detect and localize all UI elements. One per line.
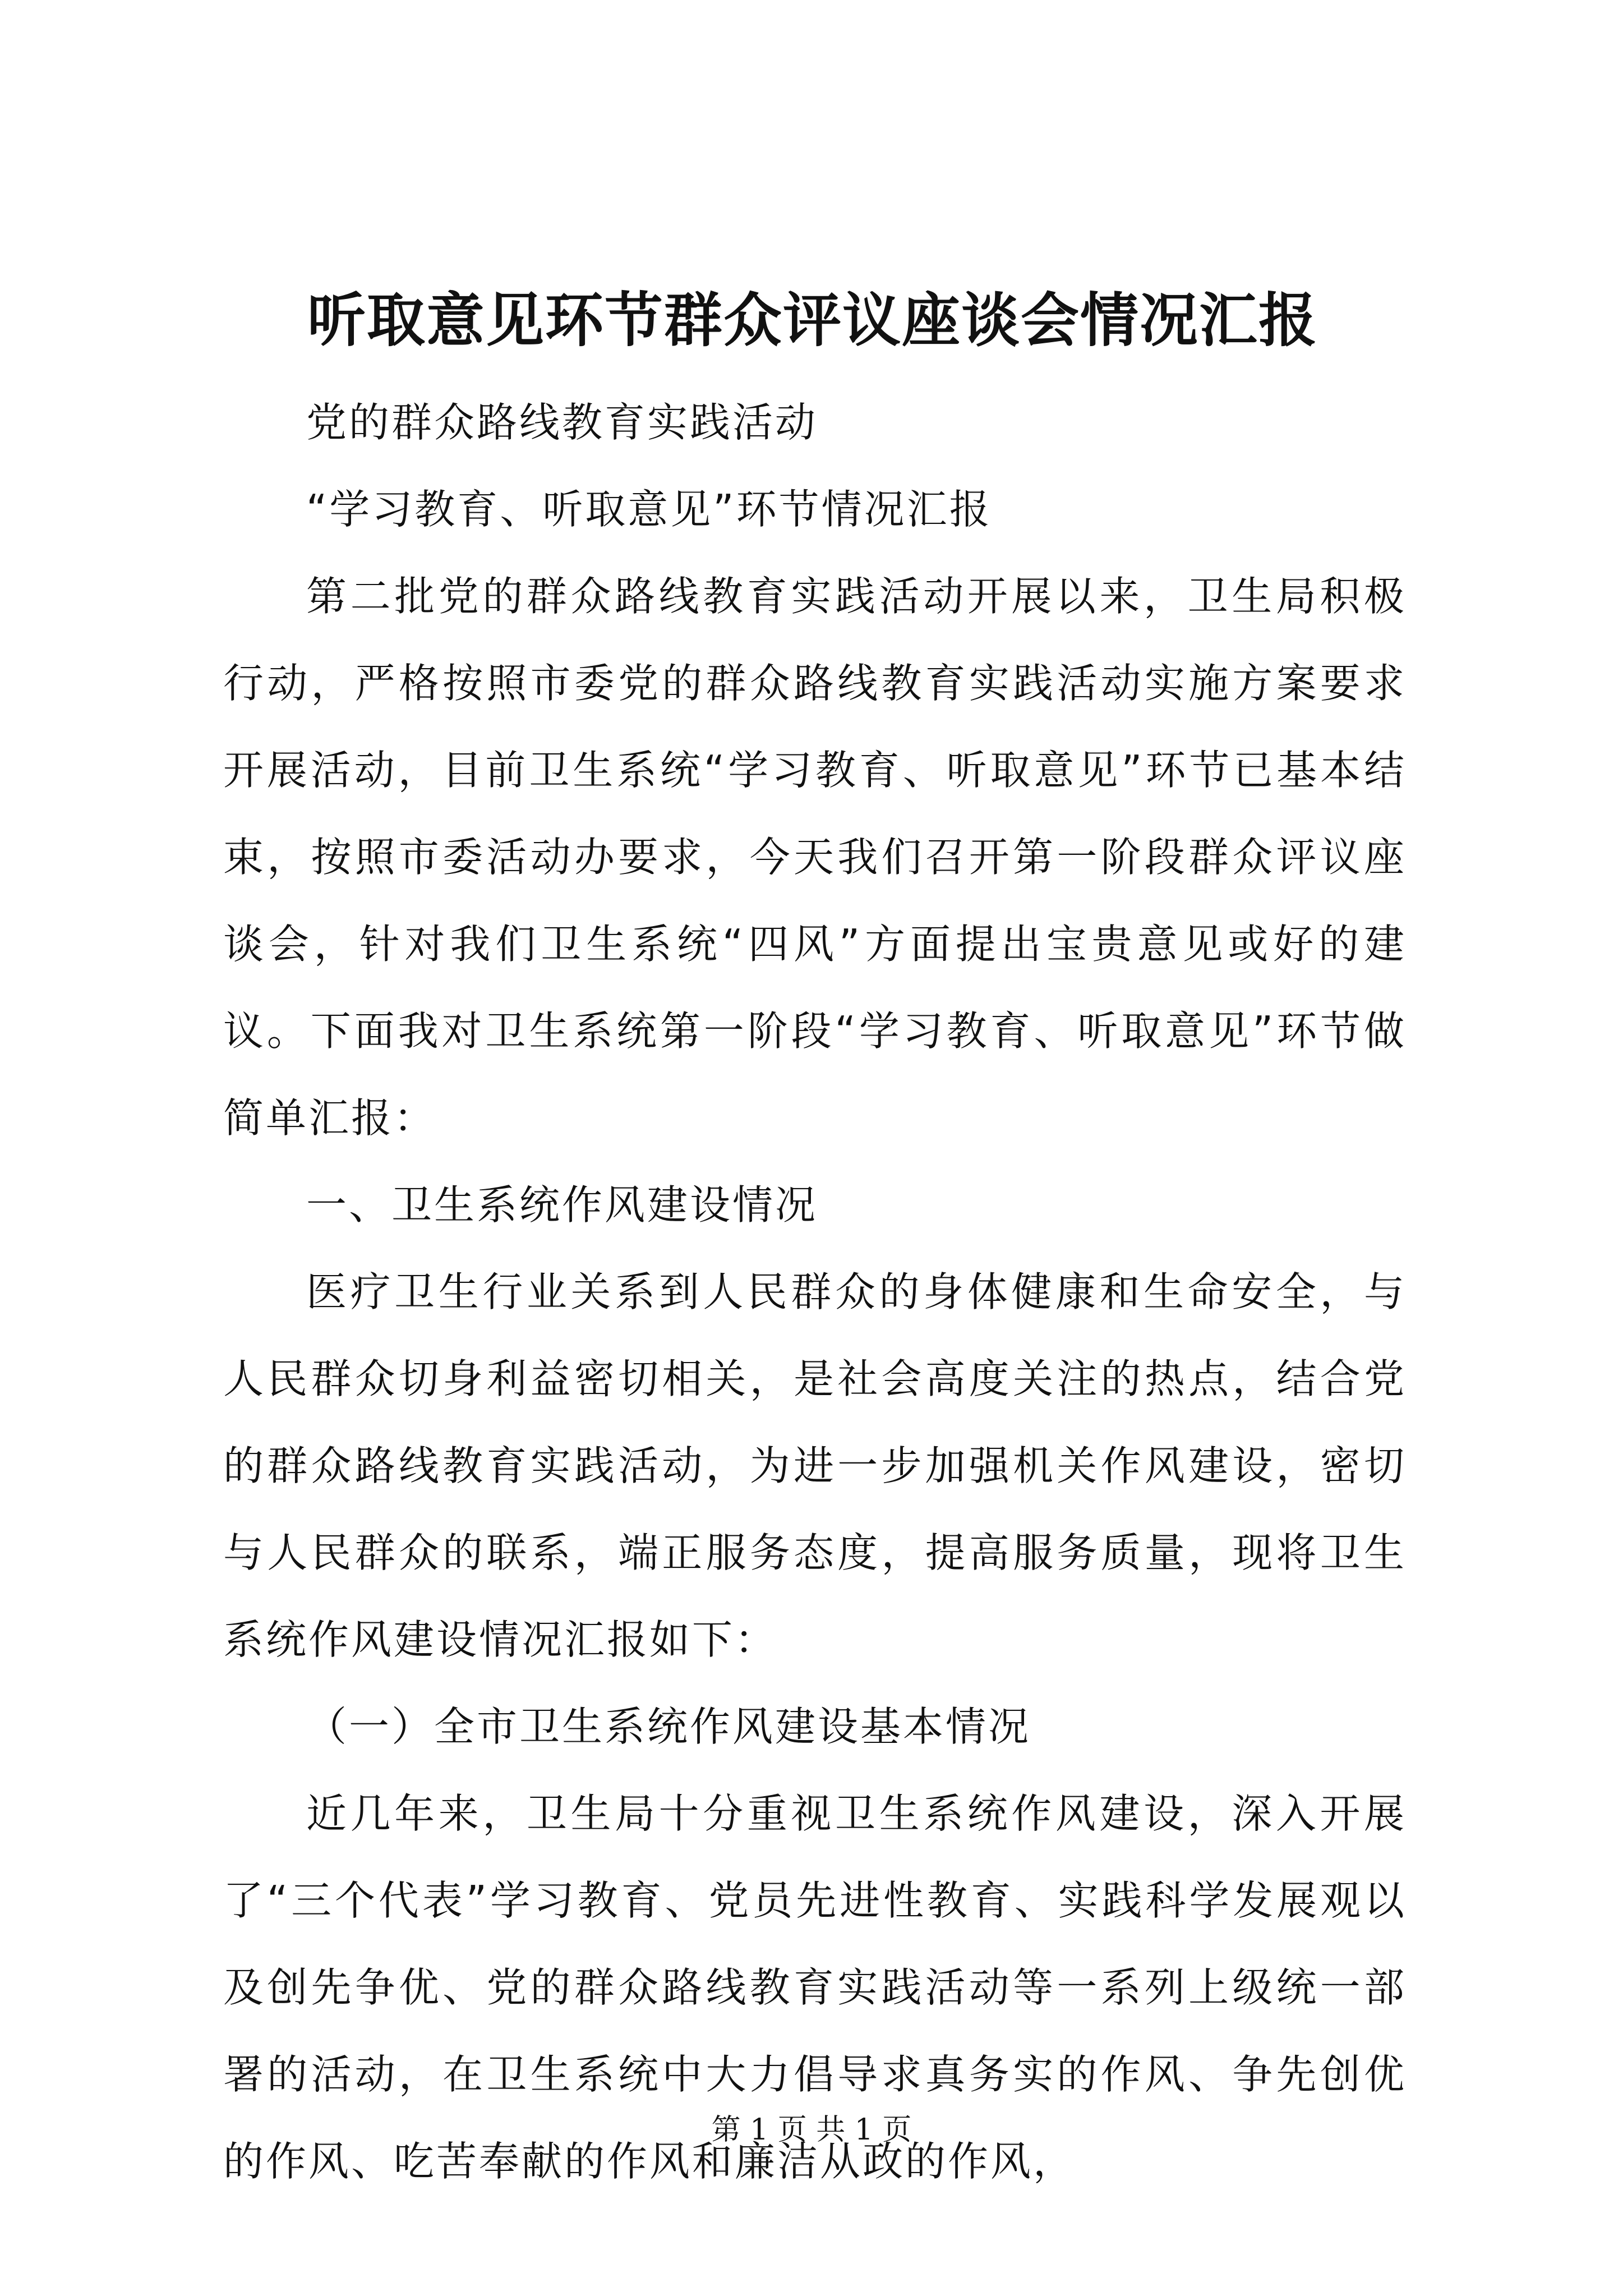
section-heading-1: 一、卫生系统作风建设情况	[306, 1181, 818, 1228]
subsection-heading-1: （一）全市卫生系统作风建设基本情况	[306, 1703, 1031, 1750]
paragraph-section-1: 医疗卫生行业关系到人民群众的身体健康和生命安全，与人民群众切身利益密切相关，是社会高度关注的热点，结合党的群众路线教育实践活动，为进一步加强机关作风建设，密切与人民群众的联系，端正服务态度，提高服务质量，现将卫生系统作风建设情况汇报如下：	[223, 1268, 1407, 1663]
paragraph-subsection-1: 近几年来，卫生局十分重视卫生系统作风建设，深入开展了“三个代表”学习教育、党员先进性教育、实践科学发展观以及创先争优、党的群众路线教育实践活动等一系列上级统一部署的活动，在卫生系统中大力倡导求真务实的作风、争先创优的作风、吃苦奉献的作风和廉洁从政的作风，	[223, 1790, 1407, 2185]
paragraph-subtitle-2: “学习教育、听取意见”环节情况汇报	[306, 486, 992, 533]
paragraph-subtitle-1: 党的群众路线教育实践活动	[306, 399, 818, 446]
document-body	[223, 379, 1407, 2205]
page-footer: 第 1 页 共 1 页	[711, 2113, 912, 2147]
paragraph-intro: 第二批党的群众路线教育实践活动开展以来，卫生局积极行动，严格按照市委党的群众路线教育实践活动实施方案要求开展活动，目前卫生系统“学习教育、听取意见”环节已基本结束，按照市委活动办要求，今天我们召开第一阶段群众评议座谈会，针对我们卫生系统“四风”方面提出宝贵意见或好的建议。下面我对卫生系统第一阶段“学习教育、听取意见”环节做简单汇报：	[223, 573, 1407, 1142]
page-title: 听取意见环节群众评议座谈会情况汇报	[307, 286, 1318, 355]
